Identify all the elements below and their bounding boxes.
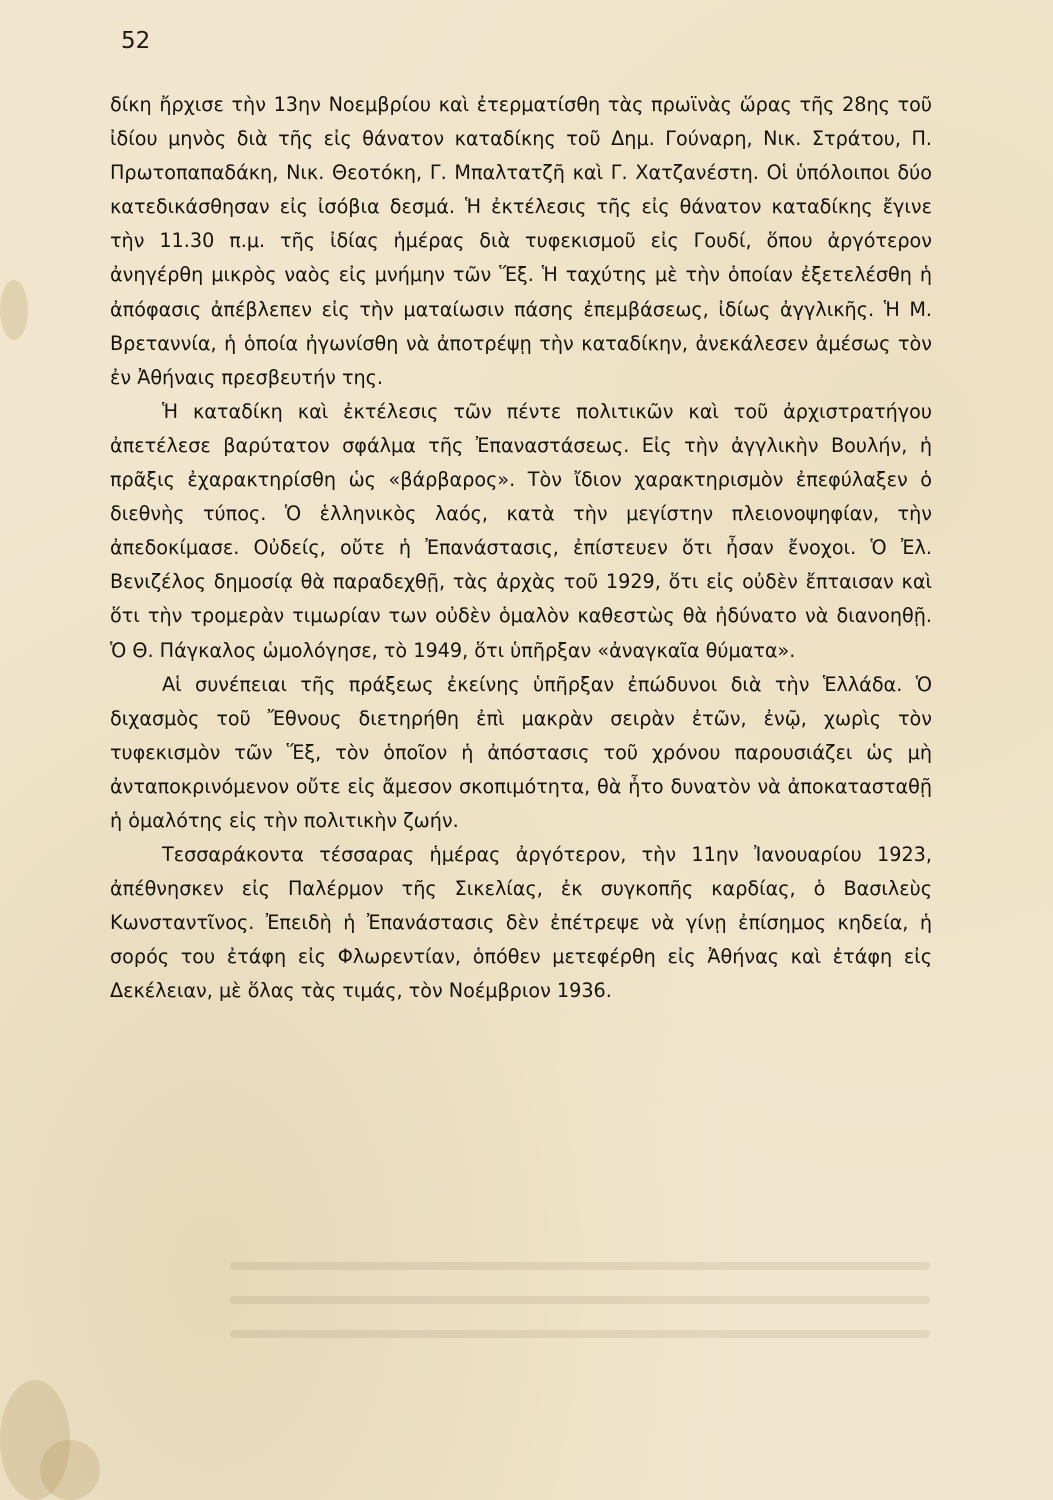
bleed-through-line	[230, 1330, 930, 1338]
paper-stain	[0, 280, 28, 340]
page-number: 52	[121, 28, 151, 54]
paragraph-3: Αἱ συνέπειαι τῆς πράξεως ἐκείνης ὑπῆρξαν ἐπώδυνοι διὰ τὴν Ἑλλάδα. Ὁ διχασμὸς τοῦ Ἔθνους διετηρήθη ἐπὶ μακρὰν σειρὰν ἐτῶν, ἐνῷ, χωρὶς τὸν τυφεκισμὸν τῶν Ἕξ, τὸν ὁποῖον ἡ ἀπόστασις τοῦ χρόνου παρουσιάζει ὡς μὴ ἀνταποκρινόμενον οὔτε εἰς ἄμεσον σκοπιμότητα, θὰ ἦτο δυνατὸν νὰ ἀποκατασταθῇ ἡ ὁμαλότης εἰς τὴν πολιτικὴν ζωήν.	[110, 672, 932, 832]
paper-stain	[40, 1440, 100, 1500]
bleed-through-line	[230, 1262, 930, 1270]
bleed-through-line	[230, 1296, 930, 1304]
paragraph-4: Τεσσαράκοντα τέσσαρας ἡμέρας ἀργότερον, τὴν 11ην Ἰανουαρίου 1923, ἀπέθνησκεν εἰς Παλέρμον τῆς Σικελίας, ἐκ συγκοπῆς καρδίας, ὁ Βασιλεὺς Κωνσταντῖνος. Ἐπειδὴ ἡ Ἐπανάστασις δὲν ἐπέτρεψε νὰ γίνῃ ἐπίσημος κηδεία, ἡ σορός του ἐτάφη εἰς Φλωρεντίαν, ὁπόθεν μετεφέρθη εἰς Ἀθήνας καὶ ἐτάφη εἰς Δεκέλειαν, μὲ ὅλας τὰς τιμάς, τὸν Νοέμβριον 1936.	[110, 843, 932, 1003]
body-text	[110, 88, 932, 1009]
paragraph-2: Ἡ καταδίκη καὶ ἐκτέλεσις τῶν πέντε πολιτικῶν καὶ τοῦ ἀρχιστρατήγου ἀπετέλεσε βαρύτατον σφάλμα τῆς Ἐπαναστάσεως. Εἰς τὴν ἀγγλικὴν Βουλήν, ἡ πρᾶξις ἐχαρακτηρίσθη ὡς «βάρβαρος». Τὸν ἴδιον χαρακτηρισμὸν ἐπεφύλαξεν ὁ διεθνὴς τύπος. Ὁ ἑλληνικὸς λαός, κατὰ τὴν μεγίστην πλειονοψηφίαν, τὴν ἀπεδοκίμασε. Οὐδείς, οὔτε ἡ Ἐπανάστασις, ἐπίστευεν ὅτι ἦσαν ἔνοχοι. Ὁ Ἐλ. Βενιζέλος δημοσίᾳ θὰ παραδεχθῇ, τὰς ἀρχὰς τοῦ 1929, ὅτι εἰς οὐδὲν ἔπταισαν καὶ ὅτι τὴν τρομερὰν τιμωρίαν των οὐδὲν ὁμαλὸν καθεστὼς θὰ ἠδύνατο νὰ διανοηθῇ. Ὁ Θ. Πάγκαλος ὡμολόγησε, τὸ 1949, ὅτι ὑπῆρξαν «ἀναγκαῖα θύματα».	[110, 399, 932, 662]
paragraph-1: δίκη ἤρχισε τὴν 13ην Νοεμβρίου καὶ ἐτερματίσθη τὰς πρωϊνὰς ὥρας τῆς 28ης τοῦ ἰδίου μηνὸς διὰ τῆς εἰς θάνατον καταδίκης τοῦ Δημ. Γούναρη, Νικ. Στράτου, Π. Πρωτοπαπαδάκη, Νικ. Θεοτόκη, Γ. Μπαλτατζῆ καὶ Γ. Χατζανέστη. Οἱ ὑπόλοιποι δύο κατεδικάσθησαν εἰς ἰσόβια δεσμά. Ἡ ἐκτέλεσις τῆς εἰς θάνατον καταδίκης ἔγινε τὴν 11.30 π.μ. τῆς ἰδίας ἡμέρας διὰ τυφεκισμοῦ εἰς Γουδί, ὅπου ἀργότερον ἀνηγέρθη μικρὸς ναὸς εἰς μνήμην τῶν Ἕξ. Ἡ ταχύτης μὲ τὴν ὁποίαν ἐξετελέσθη ἡ ἀπόφασις ἀπέβλεπεν εἰς τὴν ματαίωσιν πάσης ἐπεμβάσεως, ἰδίως ἀγγλικῆς. Ἡ Μ. Βρεταννία, ἡ ὁποία ἠγωνίσθη νὰ ἀποτρέψῃ τὴν καταδίκην, ἀνεκάλεσεν ἀμέσως τὸν ἐν Ἀθήναις πρεσβευτήν της.	[110, 93, 932, 389]
